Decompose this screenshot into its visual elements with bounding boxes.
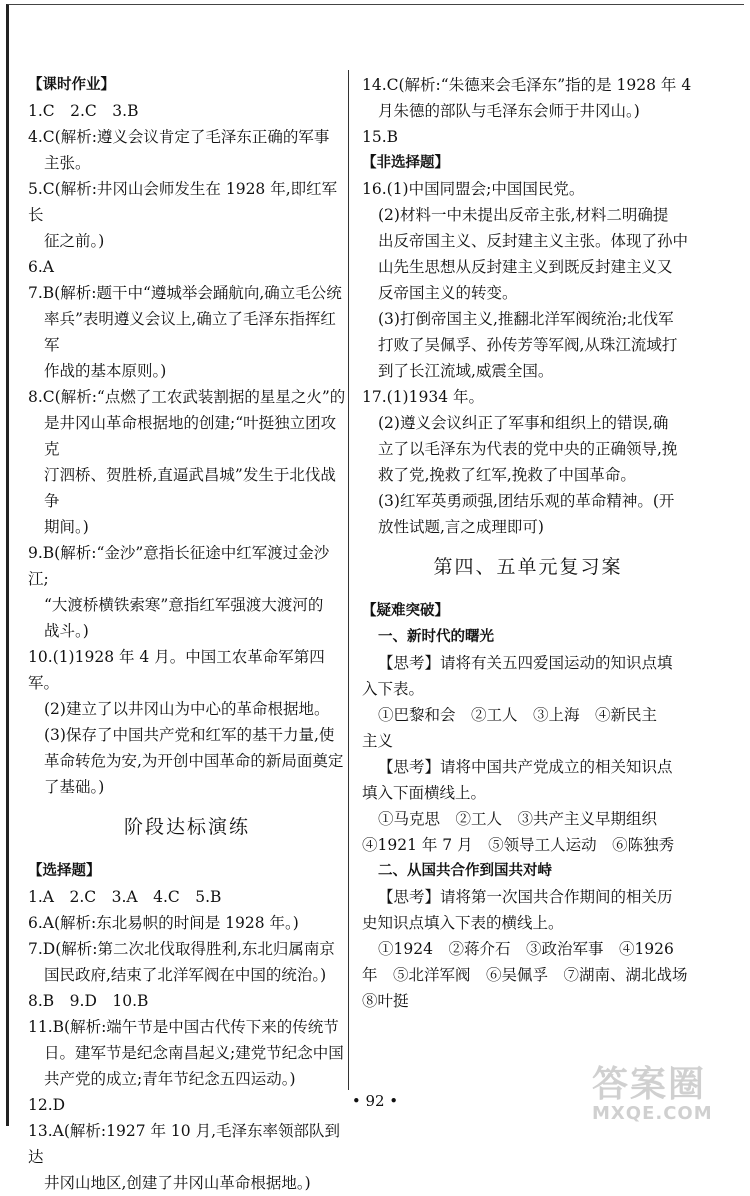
text-line: 了基础。)	[44, 778, 105, 796]
text-line: 率兵”表明遵义会议上,确立了毛泽东指挥红军	[44, 310, 336, 354]
page-number: • 92 •	[351, 1092, 399, 1110]
text-line: 10.(1)1928 年 4 月。中国工农革命军第四军。	[28, 648, 325, 692]
text-line: 1.C 2.C 3.B	[28, 102, 139, 120]
watermark-line1: 答案圈	[592, 1064, 707, 1105]
section-title: 阶段达标演练	[123, 816, 250, 838]
text-line: ①巴黎和会 ②工人 ③上海 ④新民主	[378, 706, 658, 724]
text-line: (3)保存了中国共产党和红军的基干力量,使	[44, 726, 335, 744]
text-line: (2)遵义会议纠正了军事和组织上的错误,确	[378, 414, 669, 432]
text-line: 14.C(解析:“朱德来会毛泽东”指的是 1928 年 4	[362, 76, 692, 94]
text-line: 5.C(解析:井冈山会师发生在 1928 年,即红军长	[28, 180, 338, 224]
text-line: 13.A(解析:1927 年 10 月,毛泽东率领部队到达	[28, 1122, 340, 1166]
text-line: 战斗。)	[44, 622, 89, 640]
text-line: 11.B(解析:端午节是中国古代传下来的传统节	[28, 1018, 339, 1036]
column-divider	[348, 70, 349, 1090]
text-line: 反帝国主义的转变。	[378, 284, 518, 302]
text-line: ④1921 年 7 月 ⑤领导工人运动 ⑥陈独秀	[362, 836, 675, 854]
text-line: 立了以毛泽东为代表的党中央的正确领导,挽	[378, 440, 678, 458]
text-line: 年 ⑤北洋军阀 ⑥吴佩孚 ⑦湖南、湖北战场	[362, 966, 688, 984]
text-line: 二、从国共合作到国共对峙	[378, 863, 552, 879]
text-line: 日。建军节是纪念南昌起义;建党节纪念中国	[44, 1044, 344, 1062]
text-line: 出反帝国主义、反封建主义主张。体现了孙中	[378, 232, 689, 250]
text-line: (3)打倒帝国主义,推翻北洋军阀统治;北伐军	[378, 310, 674, 328]
text-line: 是井冈山革命根据地的创建;“叶挺独立团攻克	[44, 414, 337, 458]
text-line: 9.B(解析:“金沙”意指长征途中红军渡过金沙江;	[28, 544, 330, 588]
text-line: 山先生思想从反封建主义到既反封建主义又	[378, 258, 673, 276]
text-line: 6.A	[28, 258, 54, 276]
text-line: 期间。)	[44, 518, 89, 536]
text-line: 到了长江流域,威震全国。	[378, 362, 554, 380]
text-line: 17.(1)1934 年。	[362, 388, 484, 406]
text-line: 【思考】请将有关五四爱国运动的知识点填	[378, 654, 673, 672]
text-line: 革命转危为安,为开创中国革命的新局面奠定	[44, 752, 344, 770]
text-line: “大渡桥横铁索寒”意指红军强渡大渡河的	[44, 596, 324, 614]
text-line: ①1924 ②蒋介石 ③政治军事 ④1926	[378, 940, 674, 958]
text-line: 入下表。	[362, 680, 425, 698]
text-line: 汀泗桥、贺胜桥,直逼武昌城”发生于北伐战争	[44, 466, 336, 510]
text-line: (2)建立了以井冈山为中心的革命根据地。	[44, 700, 330, 718]
section-heading: 【疑难突破】	[362, 603, 449, 619]
right-column	[362, 72, 694, 1014]
text-line: 井冈山地区,创建了井冈山革命根据地。)	[44, 1174, 311, 1192]
text-line: 史知识点填入下表的横线上。	[362, 914, 564, 932]
text-line: 8.C(解析:“点燃了工农武装割据的星星之火”的	[28, 388, 346, 406]
text-line: 填入下面横线上。	[362, 784, 487, 802]
watermark-logo	[592, 1066, 742, 1126]
section-heading: 【非选择题】	[362, 155, 449, 171]
text-line: 6.A(解析:东北易帜的时间是 1928 年。)	[28, 914, 299, 932]
text-line: (3)红军英勇顽强,团结乐观的革命精神。(开	[378, 492, 675, 510]
text-line: 7.B(解析:题干中“遵城举会踊航向,确立毛公统	[28, 284, 342, 302]
text-line: 16.(1)中国同盟会;中国国民党。	[362, 180, 585, 198]
section-heading: 【选择题】	[28, 863, 101, 879]
text-line: 【思考】请将第一次国共合作期间的相关历	[378, 888, 673, 906]
text-line: 主义	[362, 732, 394, 750]
text-line: 12.D	[28, 1096, 66, 1114]
text-line: 国民政府,结束了北洋军阀在中国的统治。)	[44, 966, 327, 984]
text-line: 征之前。)	[44, 232, 105, 250]
text-line: 主张。	[44, 154, 91, 172]
text-line: 7.D(解析:第二次北伐取得胜利,东北归属南京	[28, 940, 335, 958]
text-line: 一、新时代的曙光	[378, 629, 494, 645]
text-line: 共产党的成立;青年节纪念五四运动。)	[44, 1070, 296, 1088]
text-line: 8.B 9.D 10.B	[28, 992, 149, 1010]
text-line: 【思考】请将中国共产党成立的相关知识点	[378, 758, 673, 776]
text-line: 放性试题,言之成理即可)	[378, 518, 544, 536]
text-line: ⑧叶挺	[362, 992, 409, 1010]
text-line: 1.A 2.C 3.A 4.C 5.B	[28, 888, 222, 906]
text-line: (2)材料一中未提出反帝主张,材料二明确提	[378, 206, 669, 224]
watermark-line2: MXQE.COM	[592, 1103, 713, 1124]
text-line: 救了党,挽救了红军,挽救了中国革命。	[378, 466, 636, 484]
text-line: 月朱德的部队与毛泽东会师于井冈山。)	[378, 102, 640, 120]
left-column	[28, 72, 346, 1196]
text-line: 4.C(解析:遵义会议肯定了毛泽东正确的军事	[28, 128, 330, 146]
text-line: 作战的基本原则。)	[44, 362, 167, 380]
section-title: 第四、五单元复习案	[433, 556, 623, 578]
text-line: 15.B	[362, 128, 399, 146]
text-line: 打败了吴佩孚、孙传芳等军阀,从珠江流域打	[378, 336, 678, 354]
text-line: ①马克思 ②工人 ③共产主义早期组织	[378, 810, 658, 828]
section-heading: 【课时作业】	[28, 77, 115, 93]
